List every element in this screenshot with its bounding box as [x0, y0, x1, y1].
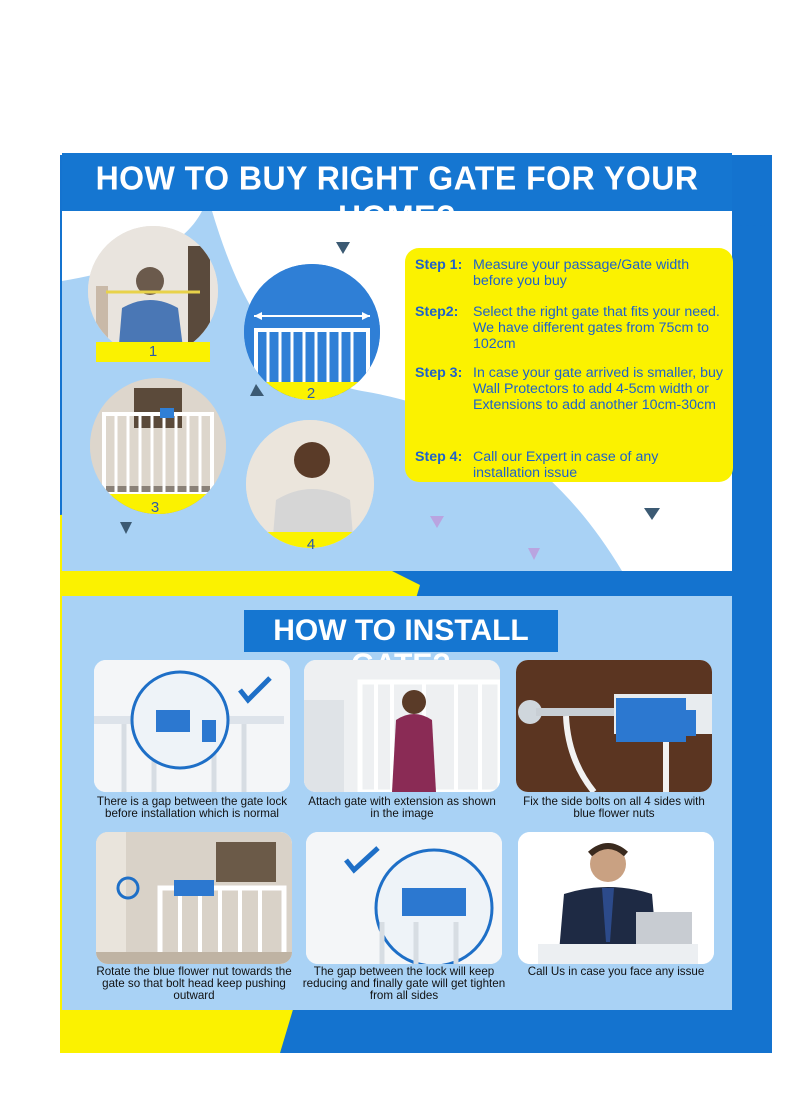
install-title: HOW TO INSTALL	[273, 614, 529, 647]
install-step-2-card	[304, 660, 500, 792]
step-1-text: Measure your passage/Gate width before you buy	[473, 257, 690, 289]
install-step-3-caption: Fix the side bolts on all 4 sides with blue flower nuts	[523, 795, 705, 820]
install-step-3-card	[516, 660, 712, 792]
install-step-4-card	[96, 832, 292, 964]
install-step-6-caption: Call Us in case you face any issue	[527, 965, 705, 978]
circle-label-2: 2	[306, 385, 316, 402]
step-4-text: Call our Expert in case of any installation issue	[473, 449, 659, 481]
buy-guide-title: HOW TO BUY RIGHT GATE FOR YOUR	[95, 159, 699, 197]
install-step-1-card	[94, 660, 290, 792]
step-3-label: Step 3:	[415, 365, 463, 381]
install-title-box	[244, 610, 558, 652]
step-2-label: Step2:	[415, 304, 459, 320]
install-step-5-card	[306, 832, 502, 964]
circle-label-3: 3	[150, 499, 160, 516]
install-step-5-caption: The gap between the lock will keep reducing and finally gate will get tighten from all sides	[302, 965, 506, 1002]
circle-label-1: 1	[96, 342, 210, 362]
step-2-text: Select the right gate that fits your need. We have different gates from 75cm to 102cm	[473, 304, 720, 352]
step-4-label: Step 4:	[415, 449, 463, 465]
install-step-4-caption: Rotate the blue flower nut towards the gate so that bolt head keep pushing outward	[96, 965, 292, 1002]
install-step-1-caption: There is a gap between the gate lock before installation which is normal	[96, 795, 288, 820]
step-1-label: Step 1:	[415, 257, 463, 273]
step-3-text: In case your gate arrived is smaller, buy Wall Protectors to add 4-5cm width or Extensions to add another 10cm-30cm	[473, 365, 723, 413]
circle-label-4: 4	[306, 536, 316, 553]
install-step-6-card	[518, 832, 714, 964]
install-step-2-caption: Attach gate with extension as shown in the image	[308, 795, 496, 820]
